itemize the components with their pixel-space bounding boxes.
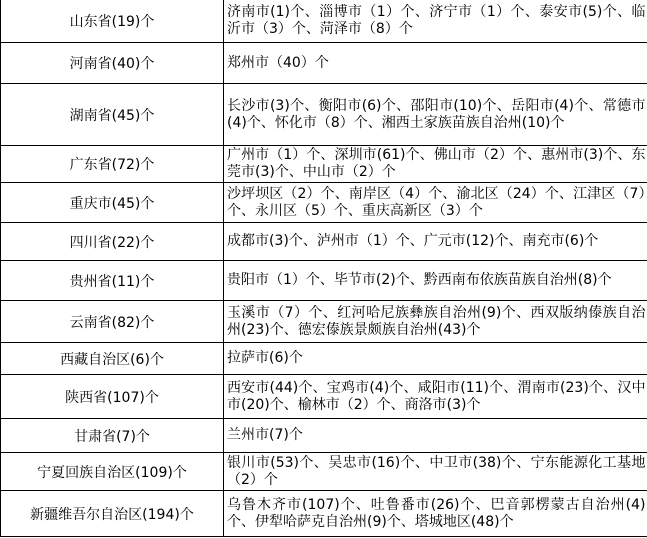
table-row [1,183,647,223]
province-cell[interactable]: 河南省(40)个 [1,43,224,84]
cities-cell[interactable]: 玉溪市（7）个、红河哈尼族彝族自治州(9)个、西双版纳傣族自治州(23)个、德宏傣族景颇族自治州(43)个 [224,301,647,343]
table-row [1,301,647,343]
province-cell[interactable]: 新疆维吾尔自治区(194)个 [1,491,224,537]
province-cell[interactable]: 云南省(82)个 [1,301,224,343]
province-cell[interactable]: 宁夏回族自治区(109)个 [1,453,224,491]
cities-cell[interactable]: 广州市（1）个、深圳市(61)个、佛山市（2）个、惠州市(3)个、东莞市(3)个、中山市（2）个 [224,146,647,183]
table-row [1,419,647,453]
province-cell[interactable]: 广东省(72)个 [1,146,224,183]
table-row [1,84,647,146]
cities-cell[interactable]: 兰州市(7)个 [224,419,647,453]
province-cell[interactable]: 四川省(22)个 [1,223,224,261]
table-row [1,491,647,537]
cities-cell[interactable]: 银川市(53)个、吴忠市(16)个、中卫市(38)个、宁东能源化工基地（2）个 [224,453,647,491]
table-row [1,223,647,261]
province-cell[interactable]: 湖南省(45)个 [1,84,224,146]
cities-cell[interactable]: 拉萨市(6)个 [224,343,647,375]
cities-cell[interactable]: 长沙市(3)个、衡阳市(6)个、邵阳市(10)个、岳阳市(4)个、常德市(4)个、怀化市（8）个、湘西土家族苗族自治州(10)个 [224,84,647,146]
table-row [1,0,647,43]
cities-cell[interactable]: 成都市(3)个、泸州市（1）个、广元市(12)个、南充市(6)个 [224,223,647,261]
table-row [1,453,647,491]
table-row [1,343,647,375]
table-row [1,43,647,84]
cities-cell[interactable]: 西安市(44)个、宝鸡市(4)个、咸阳市(11)个、渭南市(23)个、汉中市(20)个、榆林市（2）个、商洛市(3)个 [224,375,647,419]
cities-cell[interactable]: 郑州市（40）个 [224,43,647,84]
cities-cell[interactable]: 乌鲁木齐市(107)个、吐鲁番市(26)个、巴音郭楞蒙古自治州(4)个、伊犁哈萨克自治州(9)个、塔城地区(48)个 [224,491,647,537]
cities-cell[interactable]: 贵阳市（1）个、毕节市(2)个、黔西南布依族苗族自治州(8)个 [224,261,647,301]
province-cell[interactable]: 山东省(19)个 [1,0,224,43]
cities-cell[interactable]: 济南市(1)个、淄博市（1）个、济宁市（1）个、泰安市(5)个、临沂市（3）个、菏泽市（8）个 [224,0,647,43]
province-cell[interactable]: 重庆市(45)个 [1,183,224,223]
province-cell[interactable]: 贵州省(11)个 [1,261,224,301]
province-cell[interactable]: 西藏自治区(6)个 [1,343,224,375]
table-row [1,375,647,419]
table-row [1,261,647,301]
province-cell[interactable]: 甘肃省(7)个 [1,419,224,453]
table-row [1,146,647,183]
province-cell[interactable]: 陕西省(107)个 [1,375,224,419]
cities-cell[interactable]: 沙坪坝区（2）个、南岸区（4）个、渝北区（24）个、江津区（7）个、永川区（5）个、重庆高新区（3）个 [224,183,647,223]
